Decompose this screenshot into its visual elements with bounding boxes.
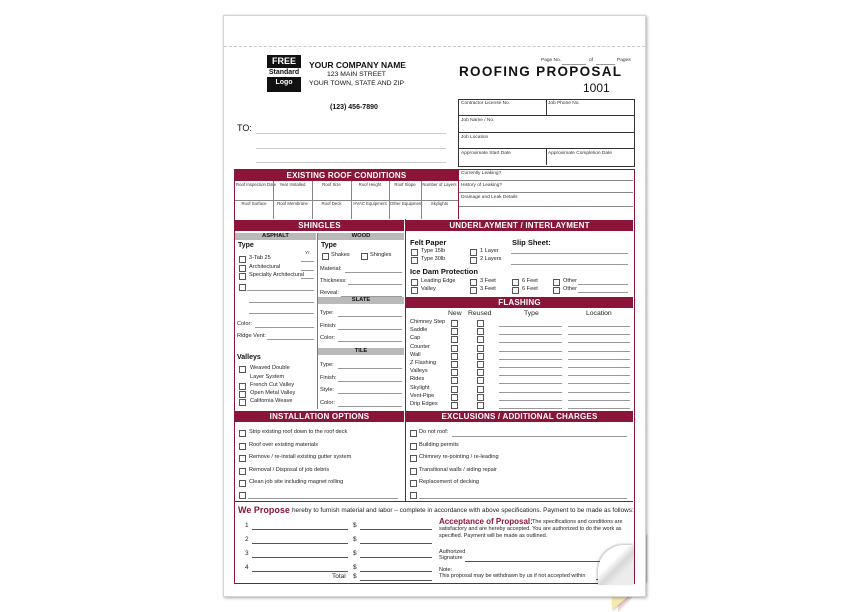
flashing-type-label: Type	[524, 310, 539, 317]
exclusion-option-checkbox[interactable]	[410, 468, 417, 475]
exclusion-blank-checkbox[interactable]	[410, 492, 417, 499]
reveal-label: Reveal:	[320, 290, 339, 296]
flashing-type-field[interactable]	[499, 392, 562, 393]
flashing-reused-checkbox[interactable]	[477, 369, 484, 376]
feet6a-label: 6 Feet	[522, 278, 538, 284]
exclusion-option-label: Chimney re-pointing / re-leading	[419, 454, 499, 460]
valleys-label: Valleys	[237, 354, 261, 361]
asphalt-color-label: Color:	[237, 321, 252, 327]
flashing-reused-checkbox[interactable]	[477, 377, 484, 384]
type30-checkbox[interactable]	[411, 257, 418, 264]
valley-option-label: California Weave	[250, 398, 293, 404]
flashing-location-field[interactable]	[568, 359, 630, 360]
exclusion-option-checkbox[interactable]	[410, 480, 417, 487]
logo-line3: Logo	[275, 79, 293, 86]
flashing-reused-label: Reused	[468, 310, 492, 317]
flashing-item-label: Rides	[410, 376, 425, 383]
layer1-label: 1 Layer	[480, 248, 499, 254]
flashing-type-field[interactable]	[499, 342, 562, 343]
valley-option-checkbox[interactable]	[239, 391, 246, 398]
feet3b-checkbox[interactable]	[470, 287, 477, 294]
payment-description-field[interactable]	[252, 529, 348, 530]
flashing-reused-checkbox[interactable]	[477, 328, 484, 335]
note-label: Note:	[439, 567, 453, 573]
divider	[235, 501, 633, 502]
payment-dollar: $	[353, 522, 357, 529]
job-phone-label: Job Phone No.	[548, 101, 580, 106]
tile-field-label: Type:	[320, 362, 334, 368]
installation-header: INSTALLATION OPTIONS	[235, 411, 404, 422]
shakes-checkbox[interactable]	[322, 253, 329, 260]
wood-shingles-label: Shingles	[370, 252, 392, 258]
divider	[421, 200, 422, 219]
other1-label: Other	[563, 278, 577, 284]
page-no-label: Page No.	[541, 58, 562, 63]
flashing-location-field[interactable]	[568, 334, 630, 335]
payment-description-field[interactable]	[252, 543, 348, 544]
flashing-location-field[interactable]	[568, 351, 630, 352]
job-location-label: Job Location	[461, 135, 489, 140]
installation-option-checkbox[interactable]	[239, 468, 246, 475]
flashing-new-checkbox[interactable]	[451, 394, 458, 401]
payment-number: 2	[245, 536, 249, 543]
payment-amount-field[interactable]	[360, 543, 432, 544]
divider	[458, 169, 459, 219]
tile-field-line[interactable]	[338, 393, 402, 394]
existing-field-label: Roof Deck	[321, 201, 342, 206]
flashing-new-checkbox[interactable]	[451, 353, 458, 360]
logo-line2: Standard	[268, 69, 300, 76]
company-name: YOUR COMPANY NAME	[309, 60, 406, 70]
type15-label: Type 15lb	[421, 248, 446, 254]
slate-field-line[interactable]	[338, 329, 402, 330]
to-line	[256, 148, 446, 149]
asphalt-other-line	[247, 290, 314, 291]
form-title: ROOFING PROPOSAL	[459, 64, 623, 79]
flashing-item-label: Valleys	[410, 368, 428, 375]
divider	[459, 132, 634, 133]
felt-paper-label: Felt Paper	[410, 238, 447, 247]
existing-field-label: Roof Membrane	[277, 201, 308, 206]
flashing-location-field[interactable]	[568, 392, 630, 393]
feet3b-label: 3 Feet	[480, 286, 496, 292]
completion-date-label: Approximate Completion Date	[548, 151, 612, 156]
signature-label: Signature	[439, 555, 463, 561]
divider	[459, 180, 633, 181]
existing-field-label: Roof Height	[358, 182, 382, 187]
exclusion-option-label: Do not roof:	[419, 429, 449, 435]
divider	[459, 192, 633, 193]
payment-amount-field[interactable]	[360, 571, 432, 572]
flashing-new-checkbox[interactable]	[451, 361, 458, 368]
flashing-reused-checkbox[interactable]	[477, 386, 484, 393]
exclusion-option-checkbox[interactable]	[410, 443, 417, 450]
feet6a-checkbox[interactable]	[512, 279, 519, 286]
wood-header: WOOD	[318, 233, 404, 240]
asphalt-option-label: Specialty Architectural	[249, 272, 305, 278]
slip-line	[511, 264, 628, 265]
flashing-type-field[interactable]	[499, 408, 562, 409]
slip-sheet-label: Slip Sheet:	[512, 238, 551, 247]
valley-option-checkbox[interactable]	[239, 383, 246, 390]
divider	[273, 200, 274, 219]
flashing-reused-checkbox[interactable]	[477, 394, 484, 401]
exclusion-option-checkbox[interactable]	[410, 455, 417, 462]
slate-field-label: Color:	[320, 335, 335, 341]
asphalt-type-label: Type	[238, 242, 254, 249]
license-label: Contractor License No.	[461, 101, 511, 106]
flashing-new-checkbox[interactable]	[451, 320, 458, 327]
asphalt-other-checkbox[interactable]	[239, 284, 246, 291]
existing-conditions-header: EXISTING ROOF CONDITIONS	[235, 170, 458, 181]
asphalt-year-field	[301, 278, 314, 279]
valley-option-checkbox[interactable]	[239, 399, 246, 406]
installation-option-label: Clean job site including magnet rolling	[249, 479, 344, 485]
payment-dollar: $	[353, 550, 357, 557]
other1-field	[578, 284, 628, 285]
existing-field-label: Roof Slope	[394, 182, 416, 187]
thickness-field	[348, 284, 402, 285]
divider	[312, 200, 313, 219]
installation-option-label: Remove / re-install existing gutter system	[249, 454, 352, 460]
exclusion-option-label: Building permits	[419, 441, 459, 448]
flashing-new-checkbox[interactable]	[451, 402, 458, 409]
total-dollar: $	[353, 573, 357, 580]
exclusion-option-checkbox[interactable]	[410, 430, 417, 437]
underlayment-header: UNDERLAYMENT / INTERLAYMENT	[406, 220, 633, 231]
ridge-vent-field	[267, 339, 314, 340]
flashing-location-field[interactable]	[568, 342, 630, 343]
flashing-location-field[interactable]	[568, 400, 630, 401]
valley-checkbox[interactable]	[411, 287, 418, 294]
flashing-location-field[interactable]	[568, 375, 630, 376]
flashing-item-label: Wall	[410, 351, 421, 358]
tile-field-label: Finish:	[320, 374, 337, 381]
divider	[459, 206, 633, 207]
payment-amount-field[interactable]	[360, 557, 432, 558]
existing-field-label: Number of Layers	[422, 182, 457, 187]
flashing-location-field[interactable]	[568, 367, 630, 368]
ridge-vent-label: Ridge Vent:	[237, 333, 266, 339]
shakes-label: Shakes	[331, 252, 350, 258]
flashing-reused-checkbox[interactable]	[477, 320, 484, 327]
flashing-type-field[interactable]	[499, 383, 562, 384]
exclusion-option-label: Transitional walls / siding repair	[419, 466, 497, 473]
ice-dam-label: Ice Dam Protection	[410, 267, 478, 276]
divider	[351, 181, 352, 200]
flashing-new-label: New	[448, 310, 462, 317]
flashing-item-label: Chimney Step	[410, 319, 446, 325]
authorized-label: Authorized	[439, 549, 466, 555]
asphalt-color-field	[255, 327, 314, 328]
layer2-label: 2 Layers	[480, 256, 502, 262]
drainage-label: Drainage and Leak Details	[461, 195, 518, 200]
tile-field-line[interactable]	[338, 406, 402, 407]
acceptance-text3: specified. Payment will be made as outlined.	[439, 533, 548, 539]
tile-field-label: Color:	[320, 399, 335, 406]
company-phone: (123) 456-7890	[330, 104, 378, 111]
existing-field-label: Roof Size	[322, 182, 341, 187]
divider	[546, 100, 547, 115]
divider	[459, 115, 634, 116]
flashing-item-label: Cap	[410, 335, 421, 342]
installation-option-checkbox[interactable]	[239, 430, 246, 437]
asphalt-line	[249, 302, 314, 303]
we-propose-heading: We Propose	[238, 505, 290, 515]
asphalt-option-checkbox[interactable]	[239, 265, 246, 272]
flashing-reused-checkbox[interactable]	[477, 345, 484, 352]
acceptance-title: Acceptance of Proposal:	[439, 517, 533, 526]
payment-dollar: $	[353, 564, 357, 571]
flashing-item-label: Vent-Pipe	[410, 392, 435, 399]
divider	[317, 233, 318, 409]
flashing-item-label: Counter	[410, 343, 430, 350]
payment-description-field[interactable]	[252, 557, 348, 558]
flashing-reused-checkbox[interactable]	[477, 336, 484, 343]
divider	[351, 200, 352, 219]
other2-label: Other	[563, 286, 577, 292]
flashing-reused-checkbox[interactable]	[477, 402, 484, 409]
tile-field-line[interactable]	[338, 381, 402, 382]
thickness-label: Thickness:	[320, 278, 347, 284]
payment-number: 1	[245, 522, 249, 529]
perforation-line	[224, 46, 645, 47]
flashing-type-field[interactable]	[499, 334, 562, 335]
of-label: of	[589, 58, 594, 63]
we-propose-text: hereby to furnish material and labor – complete in accordance with above specifications. Payment to be made as follows:	[292, 507, 634, 514]
asphalt-option-checkbox[interactable]	[239, 256, 246, 263]
asphalt-option-label: 3-Tab 25	[249, 255, 271, 261]
flashing-item-label: Drip Edges	[410, 401, 438, 407]
valley-option-label: Open Metal Valley	[250, 390, 296, 396]
divider	[546, 149, 547, 165]
form-number: 1001	[583, 81, 610, 95]
other2-field	[578, 292, 628, 293]
asphalt-option-checkbox[interactable]	[239, 273, 246, 280]
total-label: Total	[332, 573, 346, 580]
payment-amount-field[interactable]	[360, 529, 432, 530]
flashing-location-field[interactable]	[568, 408, 630, 409]
signature-line[interactable]	[465, 561, 600, 562]
installation-option-label: Roof over existing materials	[249, 441, 319, 448]
acceptance-text2: satisfactory and are hereby accepted. You are authorized to do the work as	[439, 526, 622, 532]
pages-label: Pages	[617, 58, 631, 63]
divider	[421, 181, 422, 200]
to-label: TO:	[237, 123, 252, 133]
valley-option-label: Weaved Double	[250, 365, 290, 371]
flashing-new-checkbox[interactable]	[451, 377, 458, 384]
flashing-new-checkbox[interactable]	[451, 328, 458, 335]
feet3a-checkbox[interactable]	[470, 279, 477, 286]
installation-option-checkbox[interactable]	[239, 443, 246, 450]
flashing-item-label: Z Flashing	[410, 360, 437, 366]
flashing-type-field[interactable]	[499, 400, 562, 401]
flashing-new-checkbox[interactable]	[451, 369, 458, 376]
flashing-type-field[interactable]	[499, 375, 562, 376]
slate-field-line[interactable]	[338, 316, 402, 317]
company-street: 123 MAIN STREET	[327, 71, 386, 78]
installation-option-label: Strip existing roof down to the roof deck	[249, 429, 348, 435]
type15-checkbox[interactable]	[411, 249, 418, 256]
leading-edge-label: Leading Edge	[421, 278, 456, 284]
total-field[interactable]	[360, 580, 432, 581]
slate-field-label: Finish:	[320, 322, 337, 329]
existing-field-label: Roof Surface	[241, 201, 267, 206]
leaking-label: Currently Leaking?	[461, 171, 502, 176]
shingles-header: SHINGLES	[235, 220, 404, 231]
asphalt-year-field	[301, 270, 314, 271]
existing-field-label: Other Equipment	[390, 201, 423, 206]
flashing-type-field[interactable]	[499, 326, 562, 327]
existing-field-label: Roof Inspection Date	[236, 182, 277, 187]
valley-option-label: Layer System	[250, 374, 285, 380]
tile-header: TILE	[318, 348, 404, 355]
valley-option-label: French Cut Valley	[250, 382, 295, 388]
note-text: This proposal may be withdrawn by us if not accepted within	[439, 573, 586, 579]
payment-number: 4	[245, 564, 249, 571]
divider	[312, 181, 313, 200]
divider	[273, 181, 274, 200]
layer1-checkbox[interactable]	[470, 249, 477, 256]
tile-field-line[interactable]	[338, 368, 402, 369]
leading-edge-checkbox[interactable]	[411, 279, 418, 286]
material-field	[345, 272, 402, 273]
installation-blank-line	[248, 498, 398, 499]
yr-label: Yr.	[305, 251, 311, 256]
flashing-type-field[interactable]	[499, 359, 562, 360]
type30-label: Type 30lb	[421, 256, 446, 262]
flashing-location-field[interactable]	[568, 326, 630, 327]
flashing-type-field[interactable]	[499, 351, 562, 352]
asphalt-year-field	[301, 261, 314, 262]
slate-field-line[interactable]	[338, 341, 402, 342]
slate-header: SLATE	[318, 297, 404, 304]
existing-field-label: Year Installed	[279, 182, 306, 187]
flashing-new-checkbox[interactable]	[451, 345, 458, 352]
asphalt-line	[249, 313, 314, 314]
valley-option-checkbox[interactable]	[239, 366, 246, 373]
divider	[389, 181, 390, 200]
feet3a-label: 3 Feet	[480, 278, 496, 284]
company-city: YOUR TOWN, STATE AND ZIP	[309, 80, 405, 87]
payment-dollar: $	[353, 536, 357, 543]
start-date-label: Approximate Start Date	[461, 151, 511, 156]
other2-checkbox[interactable]	[553, 287, 560, 294]
feet6b-label: 6 Feet	[522, 286, 538, 292]
tile-field-label: Style:	[320, 387, 334, 393]
asphalt-header: ASPHALT	[235, 233, 316, 240]
job-name-label: Job Name / No.	[461, 118, 495, 123]
wood-type-label: Type	[321, 242, 337, 249]
slip-line	[511, 253, 628, 254]
flashing-new-checkbox[interactable]	[451, 336, 458, 343]
installation-option-checkbox[interactable]	[239, 455, 246, 462]
slate-field-label: Type:	[320, 310, 334, 316]
divider	[405, 219, 406, 501]
payment-number: 3	[245, 550, 249, 557]
flashing-location-label: Location	[586, 310, 612, 317]
existing-field-label: HVAC Equipment	[353, 201, 387, 206]
asphalt-option-label: Architectural	[249, 263, 281, 270]
flashing-reused-checkbox[interactable]	[477, 353, 484, 360]
material-label: Material:	[320, 266, 342, 272]
feet6b-checkbox[interactable]	[512, 287, 519, 294]
divider	[389, 200, 390, 219]
flashing-location-field[interactable]	[568, 383, 630, 384]
flashing-item-label: Skylight	[410, 384, 430, 391]
acceptance-text1: The specifications and conditions are	[532, 519, 623, 525]
existing-field-label: Skylights	[430, 201, 449, 206]
flashing-new-checkbox[interactable]	[451, 386, 458, 393]
payment-description-field[interactable]	[252, 571, 348, 572]
flashing-header: FLASHING	[406, 297, 633, 308]
other1-checkbox[interactable]	[553, 279, 560, 286]
exclusion-blank-line	[419, 498, 627, 499]
exclusions-header: EXCLUSIONS / ADDITIONAL CHARGES	[406, 411, 633, 422]
exclusion-option-label: Replacement of decking	[419, 479, 480, 485]
flashing-item-label: Saddle	[410, 327, 428, 334]
history-label: History of Leaking?	[461, 183, 503, 188]
exclusion-line	[452, 436, 627, 437]
to-line	[256, 162, 446, 163]
installation-option-label: Removal / Disposal of job debris	[249, 466, 330, 473]
layer2-checkbox[interactable]	[470, 257, 477, 264]
to-line	[256, 133, 446, 134]
installation-option-checkbox[interactable]	[239, 480, 246, 487]
installation-blank-checkbox[interactable]	[239, 492, 246, 499]
valley-label: Valley	[421, 286, 436, 292]
flashing-reused-checkbox[interactable]	[477, 361, 484, 368]
flashing-type-field[interactable]	[499, 367, 562, 368]
logo-line1: FREE	[271, 56, 296, 66]
wood-shingles-checkbox[interactable]	[361, 253, 368, 260]
